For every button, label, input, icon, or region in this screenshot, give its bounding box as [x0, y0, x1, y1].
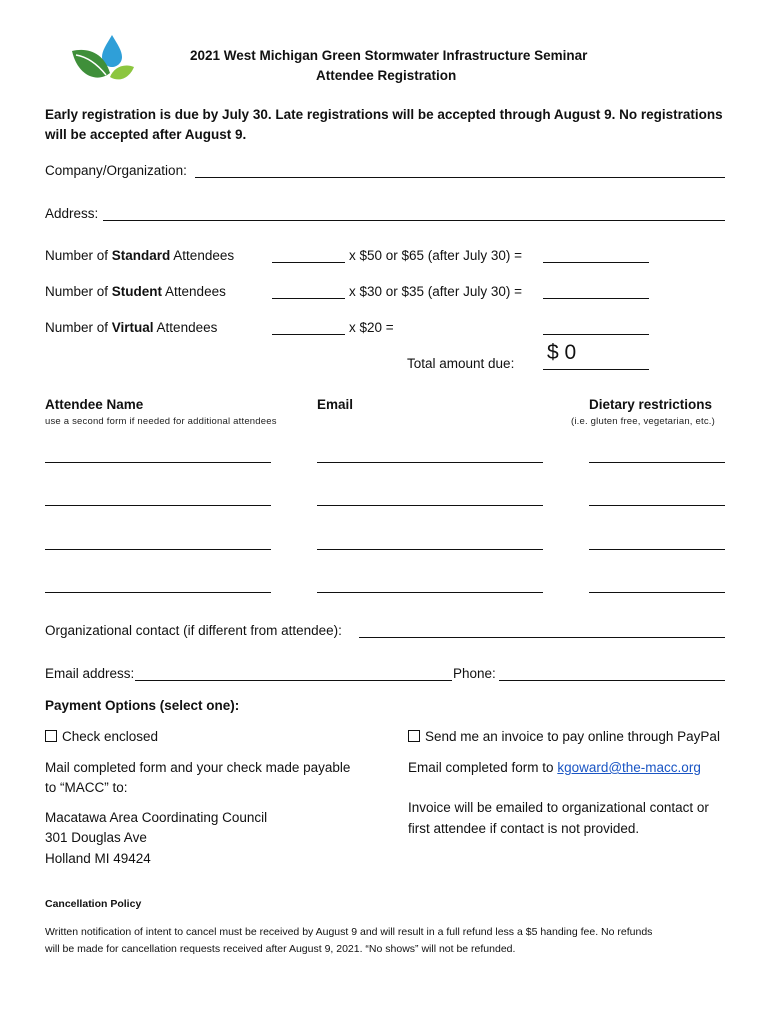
form-subtitle: Attendee Registration — [316, 68, 457, 83]
col-dietary: Dietary restrictions — [589, 397, 713, 412]
company-label: Company/Organization: — [45, 163, 187, 178]
invoice-note-2: first attendee if contact is not provided. — [408, 821, 640, 836]
col-attendee-name: Attendee Name — [45, 397, 144, 412]
check-enclosed-label: Check enclosed — [62, 729, 159, 744]
col-dietary-note: (i.e. gluten free, vegetarian, etc.) — [571, 416, 715, 427]
payment-options-heading: Payment Options (select one): — [45, 698, 240, 713]
virtual-attendees-label: Number of Virtual Attendees — [45, 320, 218, 335]
cancellation-line-1: Written notification of intent to cancel must be received by August 9 and will result in a full refund less a $5 handing fee. No refunds — [45, 926, 653, 938]
email-instructions: Email completed form to kgoward@the-macc.org — [408, 760, 701, 775]
student-amount-field[interactable] — [543, 284, 649, 299]
standard-price-label: x $50 or $65 (after July 30) = — [349, 248, 522, 263]
phone-field[interactable] — [499, 666, 725, 681]
virtual-count-field[interactable] — [272, 320, 345, 335]
invoice-note-1: Invoice will be emailed to organizational contact or — [408, 800, 709, 815]
mailing-address-3: Holland MI 49424 — [45, 851, 151, 866]
total-amount-value: $ 0 — [547, 341, 577, 364]
total-amount-field[interactable] — [543, 341, 649, 370]
attendee-email-field[interactable] — [317, 491, 543, 506]
attendee-email-field[interactable] — [317, 578, 543, 593]
standard-count-field[interactable] — [272, 248, 345, 263]
col-email: Email — [317, 397, 354, 412]
check-instructions-1: Mail completed form and your check made payable — [45, 760, 351, 775]
col-attendee-name-note: use a second form if needed for additional attendees — [45, 416, 277, 427]
company-field[interactable] — [195, 163, 725, 178]
attendee-dietary-field[interactable] — [589, 491, 725, 506]
invoice-label: Send me an invoice to pay online through PayPal — [425, 729, 720, 744]
attendee-name-field[interactable] — [45, 535, 271, 550]
intro-line-1: Early registration is due by July 30. Late registrations will be accepted through August 9. No registrations — [45, 107, 723, 122]
cancellation-heading: Cancellation Policy — [45, 898, 142, 910]
standard-attendees-label: Number of Standard Attendees — [45, 248, 235, 263]
phone-label: Phone: — [453, 666, 496, 681]
student-attendees-label: Number of Student Attendees — [45, 284, 226, 299]
checkbox-icon[interactable] — [408, 730, 420, 742]
standard-amount-field[interactable] — [543, 248, 649, 263]
address-label: Address: — [45, 206, 99, 221]
mailing-address-1: Macatawa Area Coordinating Council — [45, 810, 268, 825]
org-contact-field[interactable] — [359, 623, 725, 638]
cancellation-line-2: will be made for cancellation requests received after August 9, 2021. “No shows” will not be refunded. — [45, 943, 516, 955]
intro-line-2: will be accepted after August 9. — [45, 127, 247, 142]
check-instructions-2: to “MACC” to: — [45, 780, 128, 795]
email-link[interactable]: kgoward@the-macc.org — [557, 760, 701, 775]
form-title: 2021 West Michigan Green Stormwater Infrastructure Seminar — [190, 48, 588, 63]
student-price-label: x $30 or $35 (after July 30) = — [349, 284, 522, 299]
mailing-address-2: 301 Douglas Ave — [45, 830, 147, 845]
attendee-email-field[interactable] — [317, 448, 543, 463]
attendee-dietary-field[interactable] — [589, 448, 725, 463]
check-enclosed-option[interactable] — [45, 729, 158, 744]
virtual-price-label: x $20 = — [349, 320, 394, 335]
org-contact-label: Organizational contact (if different from attendee): — [45, 623, 342, 638]
leaf-water-drop-logo-icon — [70, 33, 136, 85]
address-field[interactable] — [103, 206, 725, 221]
total-label: Total amount due: — [407, 356, 515, 371]
attendee-email-field[interactable] — [317, 535, 543, 550]
email-address-label: Email address: — [45, 666, 135, 681]
attendee-dietary-field[interactable] — [589, 578, 725, 593]
invoice-option[interactable] — [408, 729, 720, 744]
student-count-field[interactable] — [272, 284, 345, 299]
attendee-name-field[interactable] — [45, 448, 271, 463]
checkbox-icon[interactable] — [45, 730, 57, 742]
email-address-field[interactable] — [135, 666, 452, 681]
attendee-dietary-field[interactable] — [589, 535, 725, 550]
virtual-amount-field[interactable] — [543, 320, 649, 335]
attendee-name-field[interactable] — [45, 578, 271, 593]
attendee-name-field[interactable] — [45, 491, 271, 506]
